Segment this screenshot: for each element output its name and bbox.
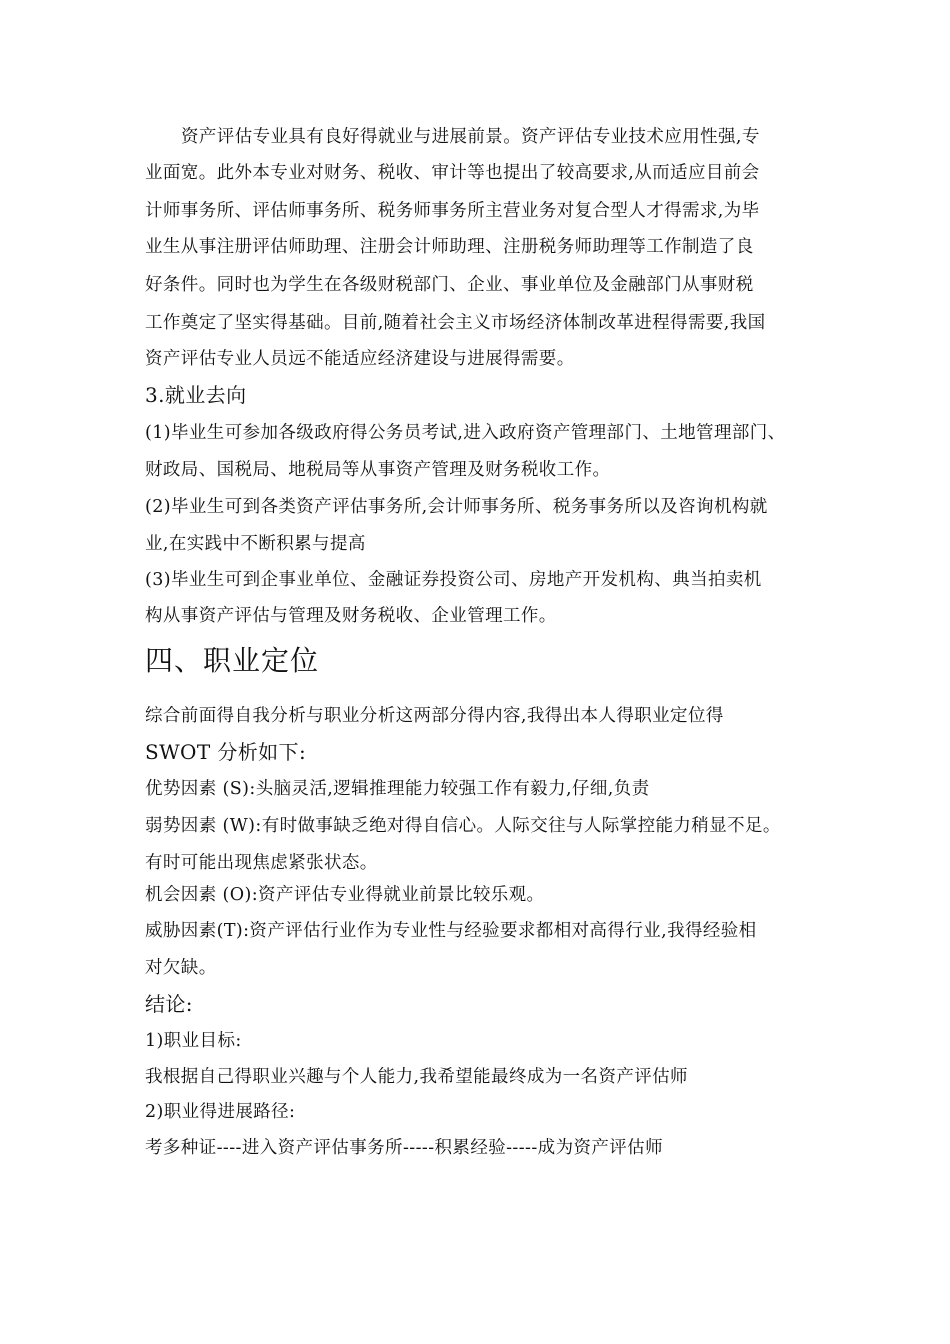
employment-line: 业,在实践中不断积累与提高 (145, 534, 366, 554)
swot-line: 对欠缺。 (145, 958, 217, 978)
paragraph-line: 资产评估专业具有良好得就业与进展前景。资产评估专业技术应用性强,专 (181, 127, 760, 147)
employment-line: 构从事资产评估与管理及财务税收、企业管理工作。 (145, 606, 557, 626)
paragraph-line: 工作奠定了坚实得基础。目前,随着社会主义市场经济体制改革进程得需要,我国 (145, 313, 766, 333)
paragraph-line: 好条件。同时也为学生在各级财税部门、企业、事业单位及金融部门从事财税 (145, 275, 754, 295)
conclusion-line: 考多种证----进入资产评估事务所-----积累经验-----成为资产评估师 (145, 1138, 663, 1158)
swot-line: 弱势因素 (W):有时做事缺乏绝对得自信心。人际交往与人际掌控能力稍显不足。 (145, 816, 781, 836)
intro-line: 综合前面得自我分析与职业分析这两部分得内容,我得出本人得职业定位得 (145, 706, 724, 726)
swot-line: 优势因素 (S):头脑灵活,逻辑推理能力较强工作有毅力,仔细,负责 (145, 779, 650, 799)
swot-heading: SWOT 分析如下: (145, 740, 307, 764)
paragraph-line: 计师事务所、评估师事务所、税务师事务所主营业务对复合型人才得需求,为毕 (145, 201, 760, 221)
conclusion-line: 1)职业目标: (145, 1031, 242, 1051)
section-heading-career-positioning: 四、职业定位 (145, 644, 320, 677)
swot-line: 有时可能出现焦虑紧张状态。 (145, 853, 378, 873)
swot-line: 机会因素 (O):资产评估专业得就业前景比较乐观。 (145, 885, 545, 905)
employment-line: (1)毕业生可参加各级政府得公务员考试,进入政府资产管理部门、土地管理部门、 (145, 423, 786, 443)
swot-line: 威胁因素(T):资产评估行业作为专业性与经验要求都相对高得行业,我得经验相 (145, 921, 757, 941)
conclusion-line: 2)职业得进展路径: (145, 1102, 296, 1122)
employment-line: (2)毕业生可到各类资产评估事务所,会计师事务所、税务事务所以及咨询机构就 (145, 497, 768, 517)
conclusion-heading: 结论: (145, 992, 193, 1016)
paragraph-line: 业面宽。此外本专业对财务、税收、审计等也提出了较高要求,从而适应目前会 (145, 163, 760, 183)
employment-line: (3)毕业生可到企事业单位、金融证券投资公司、房地产开发机构、典当拍卖机 (145, 570, 762, 590)
section-heading-employment: 3.就业去向 (145, 383, 247, 407)
employment-line: 财政局、国税局、地税局等从事资产管理及财务税收工作。 (145, 460, 611, 480)
paragraph-line: 业生从事注册评估师助理、注册会计师助理、注册税务师助理等工作制造了良 (145, 237, 754, 257)
paragraph-line: 资产评估专业人员远不能适应经济建设与进展得需要。 (145, 349, 575, 369)
conclusion-line: 我根据自己得职业兴趣与个人能力,我希望能最终成为一名资产评估师 (145, 1067, 688, 1087)
